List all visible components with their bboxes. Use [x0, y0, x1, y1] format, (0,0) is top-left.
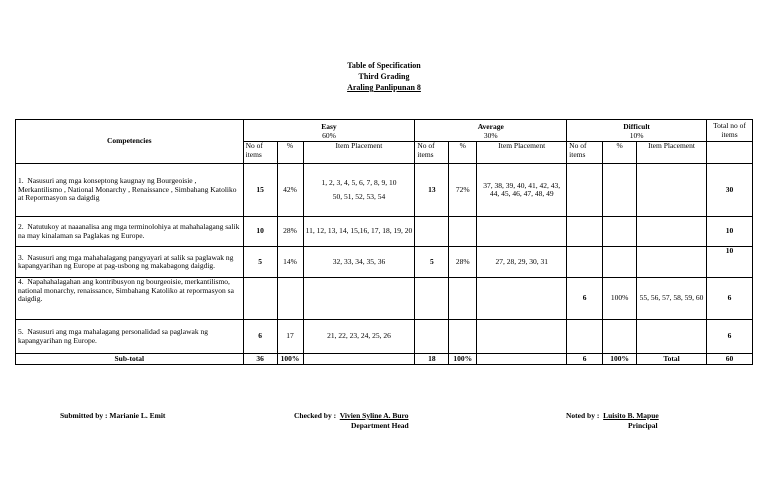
row-total: 6 [706, 278, 752, 320]
avg-pct [449, 217, 477, 247]
avg-pct [449, 320, 477, 354]
easy-count: 6 [243, 320, 277, 354]
diff-placement [637, 247, 707, 278]
diff-pct [603, 164, 637, 217]
difficult-percent: 10% [567, 132, 707, 142]
title-line-3: Araling Panlipunan 8 [347, 83, 421, 92]
easy-pct-header: % [277, 142, 303, 164]
easy-placement: 1, 2, 3, 4, 5, 6, 7, 8, 9, 10 50, 51, 52, 53, 54 [303, 164, 415, 217]
row-total: 30 [706, 164, 752, 217]
avg-count [415, 217, 449, 247]
avg-count [415, 278, 449, 320]
easy-count: 5 [243, 247, 277, 278]
noted-by: Noted by : Luisito B. Mapue Principal [566, 411, 659, 430]
table-row [16, 278, 753, 320]
avg-placement-header: Item Placement [477, 142, 567, 164]
subtotal-avg-count: 18 [415, 354, 449, 365]
diff-pct [603, 247, 637, 278]
table-row [16, 247, 753, 278]
diff-count [567, 247, 603, 278]
avg-placement [477, 278, 567, 320]
subtotal-row [16, 354, 753, 365]
diff-placement [637, 164, 707, 217]
subtotal-diff-pct: 100% [603, 354, 637, 365]
avg-placement [477, 320, 567, 354]
difficult-header: Difficult [567, 120, 707, 132]
subtotal-easy-count: 36 [243, 354, 277, 365]
grand-total: 60 [706, 354, 752, 365]
diff-count [567, 217, 603, 247]
easy-pct: 28% [277, 217, 303, 247]
diff-pct-header: % [603, 142, 637, 164]
average-percent: 30% [415, 132, 567, 142]
table-row [16, 217, 753, 247]
avg-pct: 72% [449, 164, 477, 217]
diff-count [567, 320, 603, 354]
competencies-header: Competencies [16, 120, 244, 164]
competency-cell: 5. Nasusuri ang mga mahalagang personalidad sa paglawak ng kapangyarihan ng Europe. [16, 320, 244, 354]
subtotal-diff-count: 6 [567, 354, 603, 365]
row-total: 10 [706, 217, 752, 247]
avg-no-items-header: No of items [415, 142, 449, 164]
subtotal-easy-pct: 100% [277, 354, 303, 365]
diff-count: 6 [567, 278, 603, 320]
competency-cell: 1. Nasusuri ang mga konseptong kaugnay ng Bourgeoisie , Merkantilismo , National Monarchy , Renaissance , Simbahang Katoliko at Repormasyon sa daigdig [16, 164, 244, 217]
easy-no-items-header: No of items [243, 142, 277, 164]
document-title [0, 60, 768, 93]
easy-count: 15 [243, 164, 277, 217]
avg-count: 13 [415, 164, 449, 217]
competency-cell: 2. Natutukoy at naaanalisa ang mga terminolohiya at mahahalagang salik na may kinalaman sa Paglakas ng Europe. [16, 217, 244, 247]
table-row [16, 320, 753, 354]
title-line-1: Table of Specification [347, 61, 421, 70]
title-line-2: Third Grading [358, 72, 410, 81]
avg-placement: 27, 28, 29, 30, 31 [477, 247, 567, 278]
avg-pct [449, 278, 477, 320]
row-total: 10 [706, 247, 752, 278]
diff-count [567, 164, 603, 217]
table-row [16, 164, 753, 217]
avg-placement [477, 217, 567, 247]
subtotal-total-label: Total [637, 354, 707, 365]
competency-cell: 3. Nasusuri ang mga mahahalagang pangyayari at salik sa paglawak ng kapangyarihan ng Europe at pag-usbong ng makabagong daigdig. [16, 247, 244, 278]
easy-pct: 14% [277, 247, 303, 278]
competency-cell: 4. Napahahalagahan ang kontribusyon ng bourgeoisie, merkantilismo, national monarchy, renaissance, Simbahang Katoliko at repormasyon sa daigdig. [16, 278, 244, 320]
easy-count [243, 278, 277, 320]
diff-placement [637, 320, 707, 354]
checked-by: Checked by : Vivien Syline A. Buro Department Head [294, 411, 409, 430]
easy-placement-header: Item Placement [303, 142, 415, 164]
easy-placement [303, 278, 415, 320]
diff-pct [603, 217, 637, 247]
subtotal-label: Sub-total [16, 354, 244, 365]
subtotal-avg-pct: 100% [449, 354, 477, 365]
easy-pct: 17 [277, 320, 303, 354]
diff-placement: 55, 56, 57, 58, 59, 60 [637, 278, 707, 320]
easy-header: Easy [243, 120, 415, 132]
diff-placement [637, 217, 707, 247]
easy-pct: 42% [277, 164, 303, 217]
diff-pct: 100% [603, 278, 637, 320]
average-header: Average [415, 120, 567, 132]
diff-no-items-header: No of items [567, 142, 603, 164]
avg-pct-header: % [449, 142, 477, 164]
total-header: Total no of items [706, 120, 752, 142]
specification-table [15, 119, 753, 365]
diff-placement-header: Item Placement [637, 142, 707, 164]
avg-count [415, 320, 449, 354]
easy-percent: 60% [243, 132, 415, 142]
row-total: 6 [706, 320, 752, 354]
easy-pct [277, 278, 303, 320]
submitted-by: Submitted by : Marianie L. Emit [60, 411, 166, 420]
avg-count: 5 [415, 247, 449, 278]
easy-placement: 32, 33, 34, 35, 36 [303, 247, 415, 278]
diff-pct [603, 320, 637, 354]
easy-count: 10 [243, 217, 277, 247]
avg-pct: 28% [449, 247, 477, 278]
easy-placement: 21, 22, 23, 24, 25, 26 [303, 320, 415, 354]
avg-placement: 37, 38, 39, 40, 41, 42, 43, 44, 45, 46, 47, 48, 49 [477, 164, 567, 217]
easy-placement: 11, 12, 13, 14, 15,16, 17, 18, 19, 20 [303, 217, 415, 247]
